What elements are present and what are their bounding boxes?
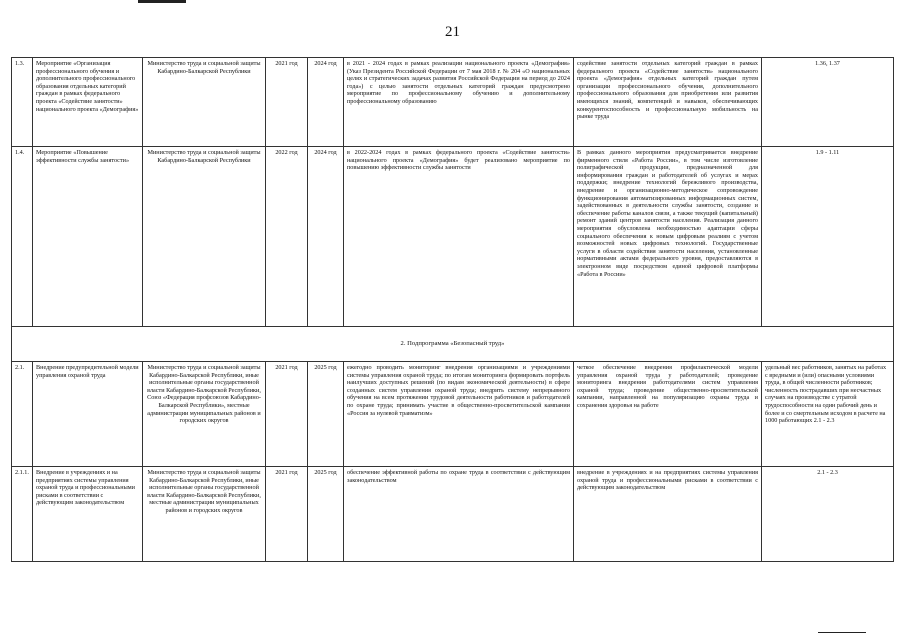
executor: Министерство труда и социальной защиты Кабардино-Балкарской Республики [143, 147, 266, 327]
end-year: 2024 год [308, 58, 344, 147]
indicators: удельный вес работников, занятых на работах с вредными и (или) опасными условиями труда, в общей численности работников; численность пострадавших при несчастных случаях на производстве с утратой трудоспособности на один рабочий день и более и со смертельным исходом в расчете на 1000 работающих 2.1 - 2.3 [762, 362, 894, 467]
end-year: 2025 год [308, 467, 344, 562]
table-row [12, 147, 894, 327]
activity-name: Мероприятие «Повышение эффективности службы занятости» [33, 147, 143, 327]
activity-name: Внедрение предупредительной модели управления охраной труда [33, 362, 143, 467]
executor: Министерство труда и социальной защиты Кабардино-Балкарской Республики, иные исполнительные органы государственной власти Кабардино-Балкарской Республики, местные администрации муниципальных районов и городских округов [143, 467, 266, 562]
activity-content: четкое обеспечение внедрения профилактической модели управления охраной труда у работодателей; проведение мониторинга внедрения работодателями систем управления охраной труда; проведение общественно-просветительской кампании, направленной на популяризацию охраны труда и сохранения здоровья на работе [574, 362, 762, 467]
footer-rule [818, 632, 866, 633]
indicators: 1.9 - 1.11 [762, 147, 894, 327]
row-number: 1.3. [12, 58, 33, 147]
activity-content: внедрение в учреждениях и на предприятиях системы управления охраной труда и профессиональными рисками в соответствии с действующим законодательством [574, 467, 762, 562]
executor: Министерство труда и социальной защиты Кабардино-Балкарской Республики [143, 58, 266, 147]
table-row [12, 58, 894, 147]
executor: Министерство труда и социальной защиты Кабардино-Балкарской Республики, иные исполнительные органы государственной власти Кабардино-Балкарской Республики, Союз «Федерация профсоюзов Кабардино-Балкарской Республики», местные администрации муниципальных районов и городских округов [143, 362, 266, 467]
start-year: 2021 год [266, 467, 308, 562]
end-year: 2024 год [308, 147, 344, 327]
subprogram-title: 2. Подпрограмма «Безопасный труд» [12, 327, 894, 362]
start-year: 2022 год [266, 147, 308, 327]
row-number: 2.1.1. [12, 467, 33, 562]
expected-result: обеспечение эффективной работы по охране труда в соответствии с действующим законодательством [344, 467, 574, 562]
activity-name: Внедрение в учреждениях и на предприятиях системы управления охраной труда и профессиональными рисками в соответствии с действующим законодательством [33, 467, 143, 562]
start-year: 2021 год [266, 362, 308, 467]
program-table [11, 57, 894, 562]
table-row [12, 362, 894, 467]
activity-content: содействие занятости отдельных категорий граждан в рамках федерального проекта «Содействие занятости» национального проекта «Демография» отдельных категорий граждан путем организации профессионального обучения, дополнительного профессионального образования для приобретения или развития имеющихся знаний, компетенций и навыков, обеспечивающих конкурентоспособность и профессиональную мобильность на рынке труда [574, 58, 762, 147]
indicators: 2.1 - 2.3 [762, 467, 894, 562]
indicators: 1.36, 1.37 [762, 58, 894, 147]
activity-name: Мероприятие «Организация профессионального обучения и дополнительного профессионального образования отдельных категорий граждан в рамках федерального проекта «Содействие занятости» национального проекта «Демография» [33, 58, 143, 147]
expected-result: в 2021 - 2024 годах в рамках реализации национального проекта «Демография» (Указ Президента Российской Федерации от 7 мая 2018 г. № 204 «О национальных целях и стратегических задачах развития Российской Федерации на период до 2024 года») с целью занятости отдельных категорий граждан предусмотрено мероприятие по профессиональному обучению и дополнительному профессиональному образованию [344, 58, 574, 147]
start-year: 2021 год [266, 58, 308, 147]
table-row [12, 467, 894, 562]
row-number: 2.1. [12, 362, 33, 467]
subprogram-row [12, 327, 894, 362]
end-year: 2025 год [308, 362, 344, 467]
scan-artifact [138, 0, 186, 3]
activity-content: В рамках данного мероприятия предусматривается внедрение фирменного стиля «Работа России», в том числе изготовление полиграфической продукции, предназначенной для информирования граждан и работодателей об услугах и мерах поддержки; внедрение технологий бережливого производства, внедрение и организационно-методическое сопровождение функционирования автоматизированных информационных систем, задействованных в деятельности службы занятости, создание и обеспечение работы каналов связи, а также текущий (капитальный) ремонт зданий центров занятости населения. Реализация данного мероприятия обусловлена необходимостью адаптации сферы социального обеспечения к новым цифровым реалиям с учетом возможностей новых цифровых технологий. Государственные услуги в области содействия занятости населения, установленные нормативными актами федерального уровня, предоставляются в электронном виде посредством единой цифровой платформы «Работа в России» [574, 147, 762, 327]
expected-result: ежегодно проводить мониторинг внедрения организациями и учреждениями системы управления охраной труда; по итогам мониторинга формировать портфель наилучших доступных решений (по видам экономической деятельности) в сфере созданных систем управления охраной труда; внедрить систему непрерывного обучения на всем протяжении трудовой деятельности работников и работодателей по охране труда; принимать участие в общественно-просветительской кампании «Россия за нулевой травматизм» [344, 362, 574, 467]
page-number: 21 [445, 24, 460, 40]
expected-result: в 2022-2024 годах в рамках федерального проекта «Содействие занятости» национального проекта «Демография» будет реализовано мероприятие по повышению эффективности службы занятости [344, 147, 574, 327]
row-number: 1.4. [12, 147, 33, 327]
